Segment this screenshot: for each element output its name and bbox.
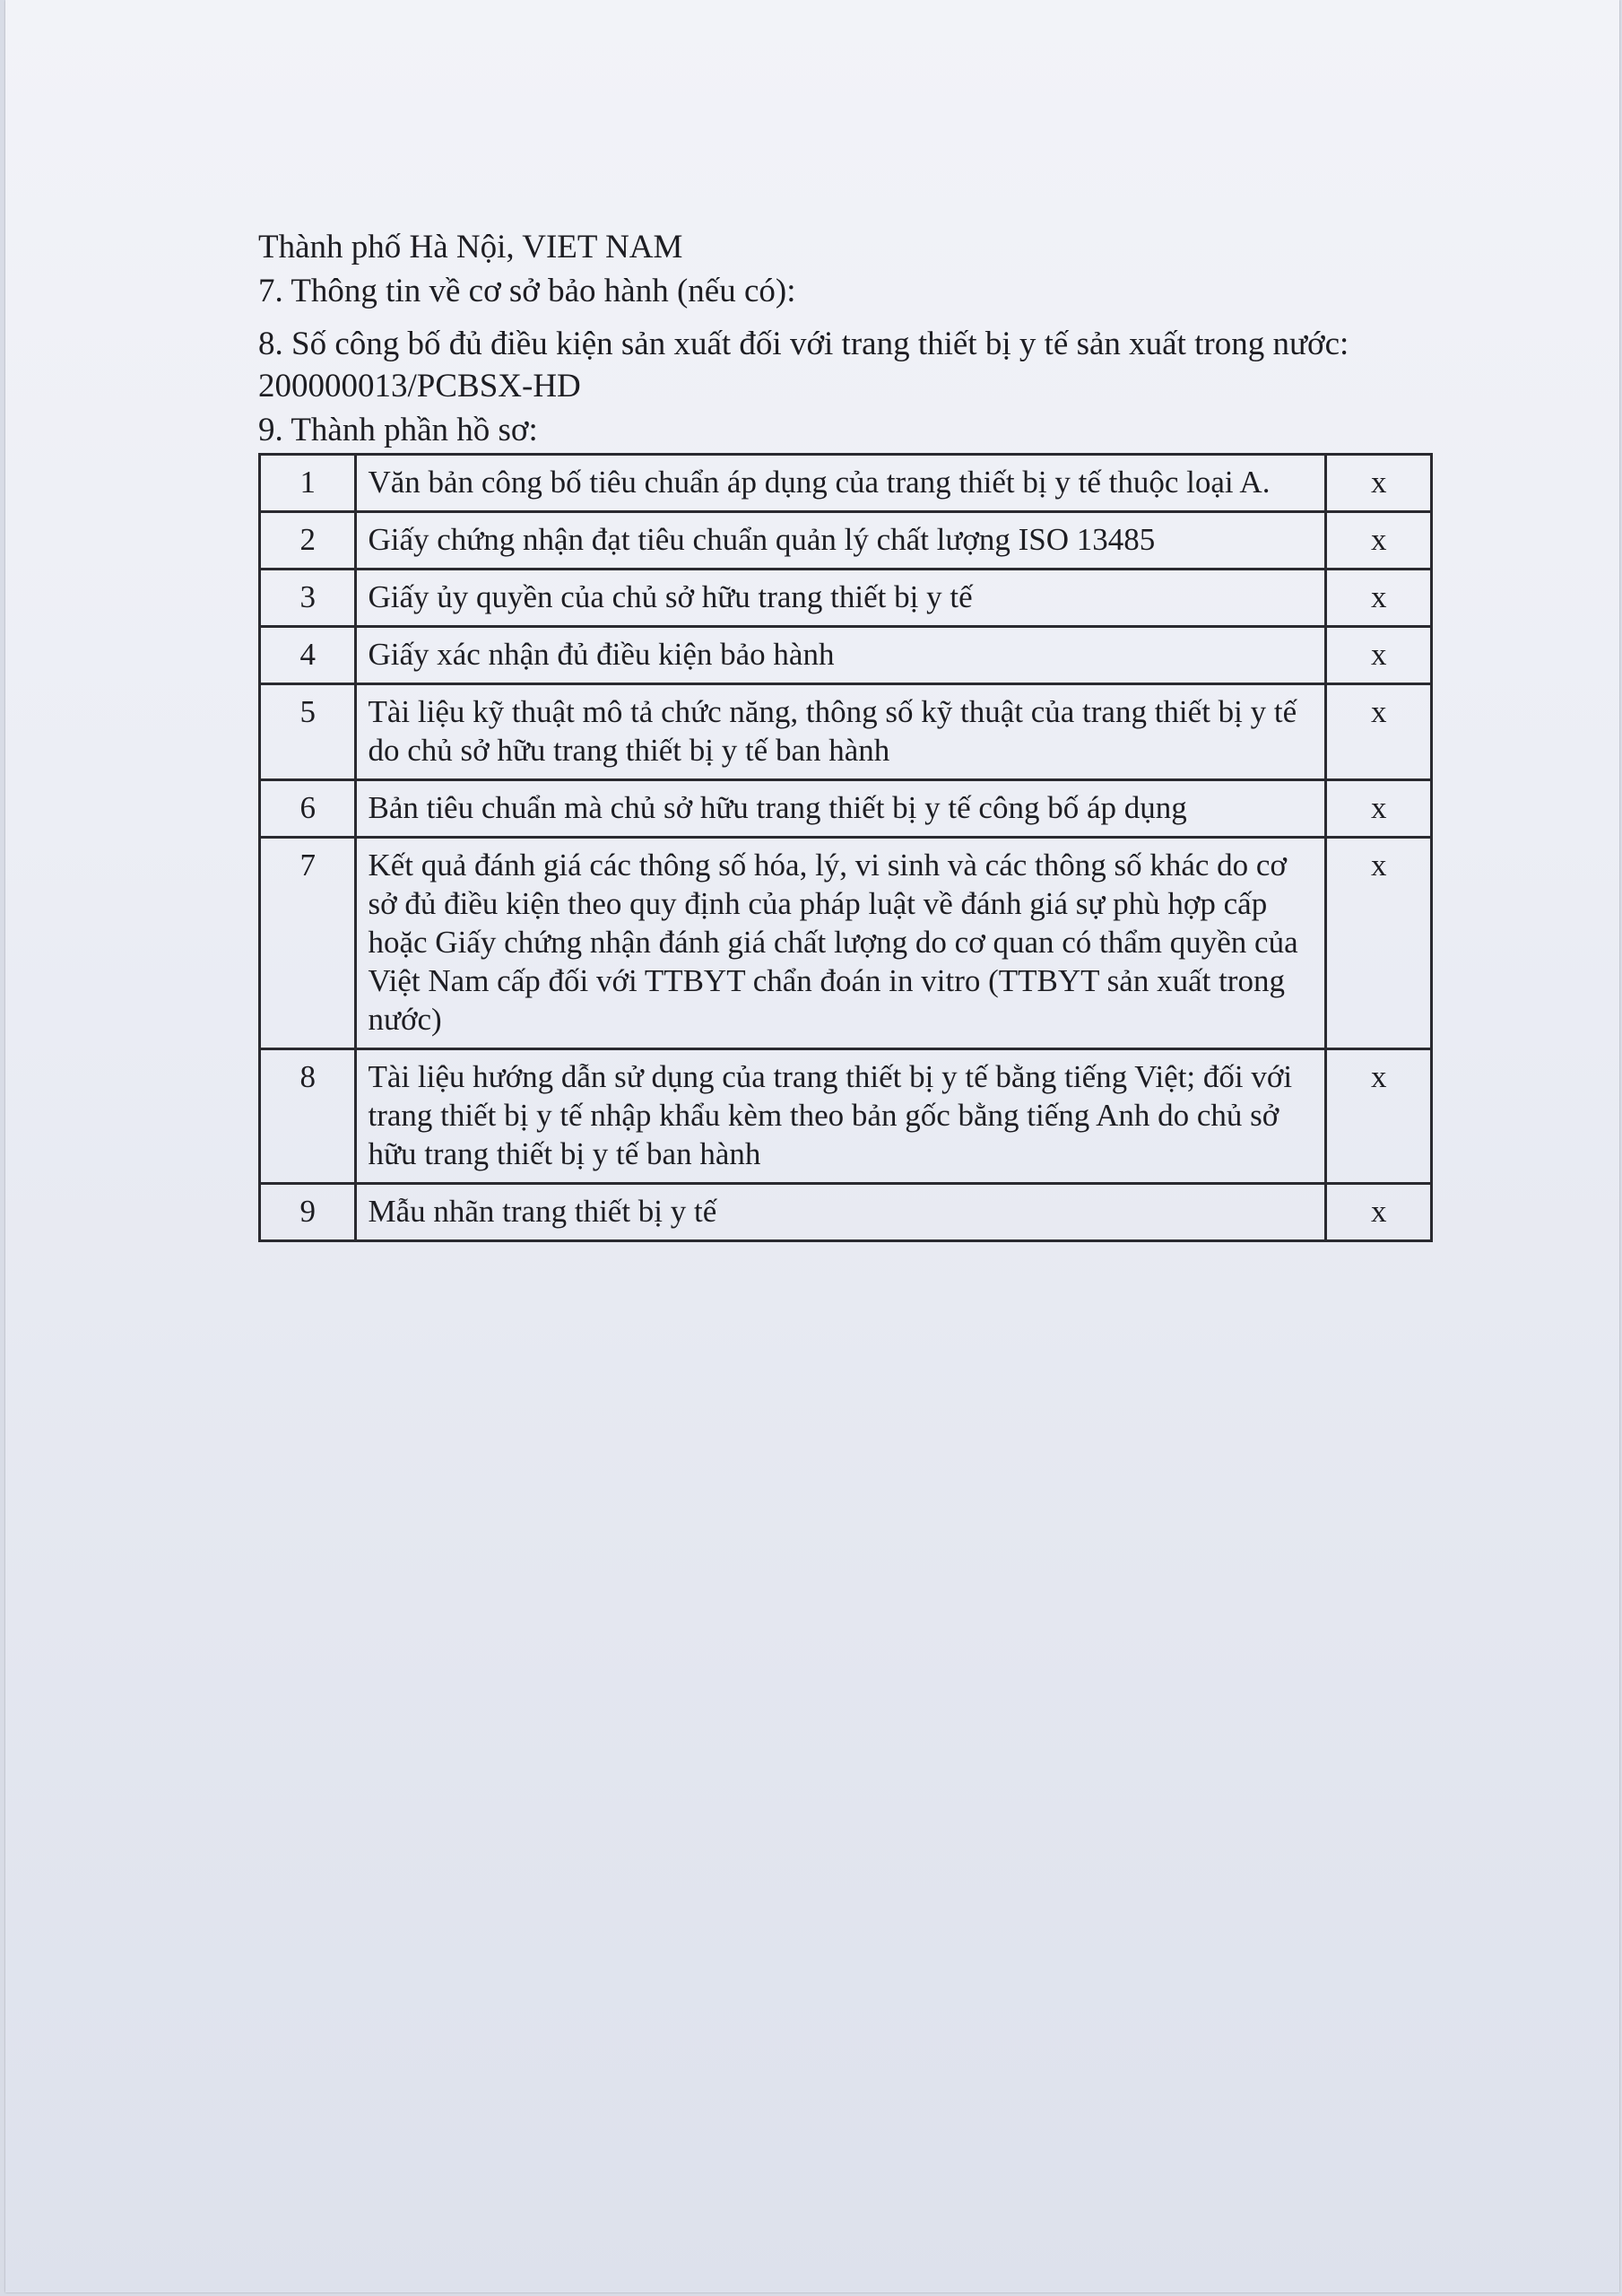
row-number: 6 bbox=[260, 780, 356, 838]
row-check-mark: x bbox=[1326, 570, 1432, 627]
document-page bbox=[5, 0, 1619, 2292]
row-check-mark: x bbox=[1326, 455, 1432, 512]
row-check-mark: x bbox=[1326, 780, 1432, 838]
table-row bbox=[260, 512, 1432, 570]
table-row bbox=[260, 684, 1432, 780]
table-row bbox=[260, 1184, 1432, 1241]
row-check-mark: x bbox=[1326, 838, 1432, 1049]
table-row bbox=[260, 1049, 1432, 1184]
row-number: 7 bbox=[260, 838, 356, 1049]
row-description: Kết quả đánh giá các thông số hóa, lý, vi sinh và các thông số khác do cơ sở đủ điều kiện theo quy định của pháp luật về đánh giá sự phù hợp cấp hoặc Giấy chứng nhận đánh giá chất lượng do cơ quan có thẩm quyền của Việt Nam cấp đối với TTBYT chẩn đoán in vitro (TTBYT sản xuất trong nước) bbox=[356, 838, 1326, 1049]
row-number: 4 bbox=[260, 627, 356, 684]
row-check-mark: x bbox=[1326, 684, 1432, 780]
row-number: 9 bbox=[260, 1184, 356, 1241]
row-number: 3 bbox=[260, 570, 356, 627]
table-row bbox=[260, 455, 1432, 512]
row-number: 8 bbox=[260, 1049, 356, 1184]
row-description: Văn bản công bố tiêu chuẩn áp dụng của trang thiết bị y tế thuộc loại A. bbox=[356, 455, 1326, 512]
row-number: 1 bbox=[260, 455, 356, 512]
manufacture-line: 8. Số công bố đủ điều kiện sản xuất đối với trang thiết bị y tế sản xuất trong nước: 200000013/PCBSX-HD bbox=[258, 326, 1349, 404]
documents-heading: 9. Thành phần hồ sơ: bbox=[258, 412, 538, 448]
row-number: 5 bbox=[260, 684, 356, 780]
row-check-mark: x bbox=[1326, 512, 1432, 570]
row-number: 2 bbox=[260, 512, 356, 570]
row-description: Bản tiêu chuẩn mà chủ sở hữu trang thiết bị y tế công bố áp dụng bbox=[356, 780, 1326, 838]
warranty-line: 7. Thông tin về cơ sở bảo hành (nếu có): bbox=[258, 273, 796, 309]
row-description: Giấy chứng nhận đạt tiêu chuẩn quản lý chất lượng ISO 13485 bbox=[356, 512, 1326, 570]
row-check-mark: x bbox=[1326, 1184, 1432, 1241]
row-description: Giấy ủy quyền của chủ sở hữu trang thiết bị y tế bbox=[356, 570, 1326, 627]
row-check-mark: x bbox=[1326, 1049, 1432, 1184]
documents-table bbox=[258, 453, 1433, 1242]
row-description: Giấy xác nhận đủ điều kiện bảo hành bbox=[356, 627, 1326, 684]
document-body bbox=[258, 226, 1433, 1242]
row-description: Tài liệu kỹ thuật mô tả chức năng, thông số kỹ thuật của trang thiết bị y tế do chủ sở hữu trang thiết bị y tế ban hành bbox=[356, 684, 1326, 780]
table-row bbox=[260, 780, 1432, 838]
table-row bbox=[260, 627, 1432, 684]
row-check-mark: x bbox=[1326, 627, 1432, 684]
row-description: Mẫu nhãn trang thiết bị y tế bbox=[356, 1184, 1326, 1241]
table-row bbox=[260, 570, 1432, 627]
address-line: Thành phố Hà Nội, VIET NAM bbox=[258, 229, 683, 265]
table-row bbox=[260, 838, 1432, 1049]
row-description: Tài liệu hướng dẫn sử dụng của trang thiết bị y tế bằng tiếng Việt; đối với trang thiết bị y tế nhập khẩu kèm theo bản gốc bằng tiếng Anh do chủ sở hữu trang thiết bị y tế ban hành bbox=[356, 1049, 1326, 1184]
